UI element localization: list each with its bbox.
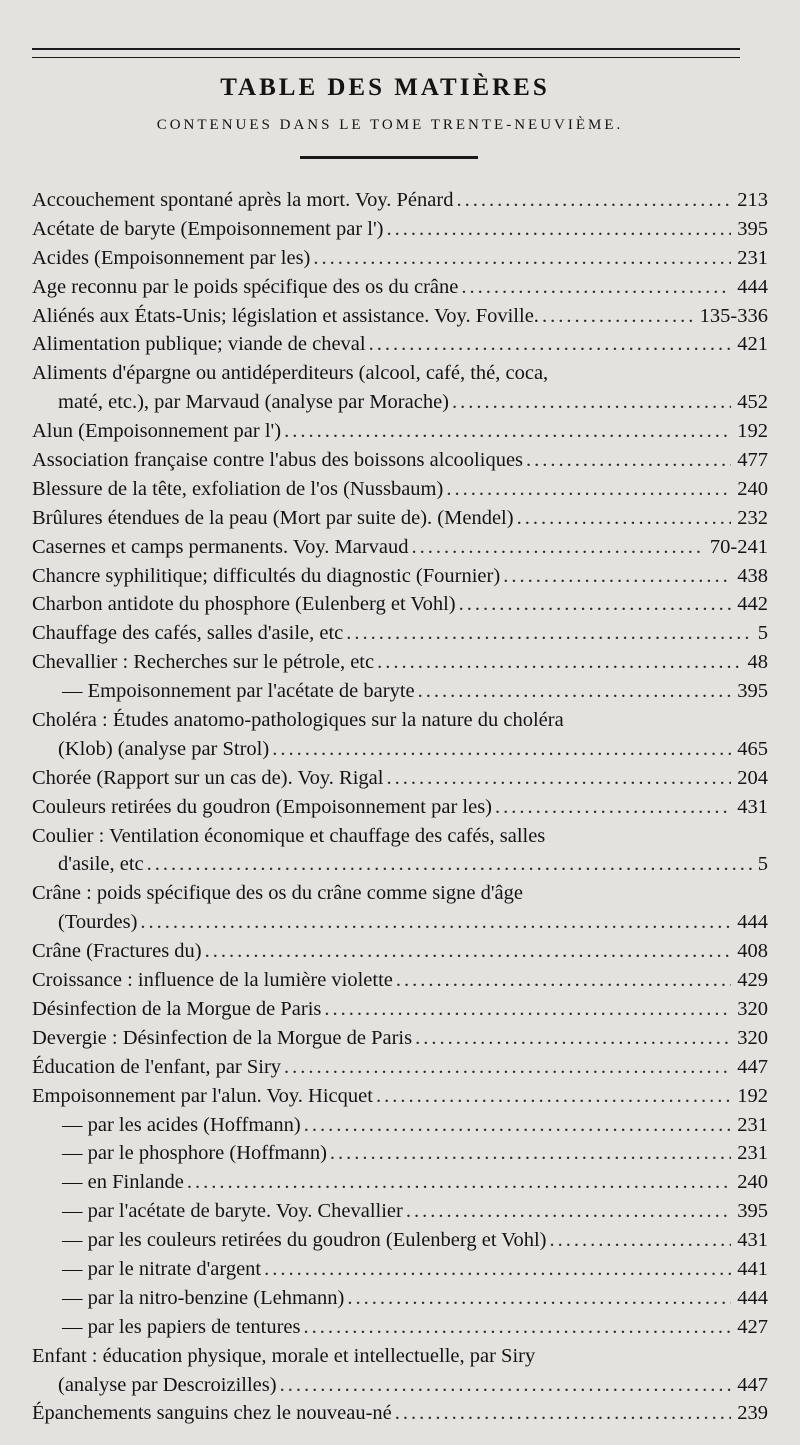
entry-text: Coulier : Ventilation économique et chauffage des cafés, salles	[32, 824, 546, 847]
dot-leader	[264, 1255, 731, 1284]
index-entry	[32, 1399, 768, 1428]
index-entry	[32, 764, 768, 793]
index-subentry	[32, 1111, 768, 1140]
index-entry	[32, 244, 768, 273]
entry-text: Age reconnu par le poids spécifique des os du crâne	[32, 275, 459, 298]
entry-text: Choléra : Études anatomo-pathologiques sur la nature du choléra	[32, 709, 564, 732]
dot-leader	[517, 504, 732, 533]
entry-page: 204	[737, 766, 768, 789]
dot-leader	[386, 215, 731, 244]
entry-page: 320	[737, 997, 768, 1020]
dot-leader	[140, 908, 731, 937]
entry-text: d'asile, etc	[58, 853, 144, 876]
entry-page: 431	[737, 795, 768, 818]
dot-leader	[386, 764, 731, 793]
dot-leader	[396, 966, 731, 995]
dot-leader	[346, 619, 751, 648]
entry-page: 395	[737, 217, 768, 240]
index-entry	[32, 215, 768, 244]
entry-text: Enfant : éducation physique, morale et intellectuelle, par Siry	[32, 1344, 536, 1367]
index-entry	[32, 1053, 768, 1082]
entry-page: 442	[737, 593, 768, 616]
entry-page: 447	[737, 1055, 768, 1078]
dot-leader	[377, 648, 741, 677]
dot-leader	[542, 302, 694, 331]
index-entry	[32, 359, 768, 388]
entry-text: Couleurs retirées du goudron (Empoisonnement par les)	[32, 795, 492, 818]
entry-text: Chorée (Rapport sur un cas de). Voy. Rigal	[32, 766, 384, 789]
entry-page: 240	[737, 1171, 768, 1194]
dot-leader	[284, 417, 731, 446]
dot-leader	[452, 388, 731, 417]
index-entry	[32, 417, 768, 446]
entry-text: — Empoisonnement par l'acétate de baryte	[62, 680, 415, 703]
entry-page: 70-241	[709, 535, 768, 558]
index-entry	[32, 1342, 768, 1371]
dot-leader	[280, 1371, 732, 1400]
dot-leader	[330, 1139, 731, 1168]
entry-page: 427	[737, 1315, 768, 1338]
entry-text: Brûlures étendues de la peau (Mort par suite de). (Mendel)	[32, 506, 514, 529]
entry-text: Acides (Empoisonnement par les)	[32, 246, 311, 269]
dot-leader	[347, 1284, 731, 1313]
dot-leader	[324, 995, 731, 1024]
entry-page: 231	[737, 1113, 768, 1136]
entry-text: (analyse par Descroizilles)	[58, 1373, 277, 1396]
entry-page: 5	[757, 622, 768, 645]
index-entry	[32, 937, 768, 966]
index-entry	[32, 504, 768, 533]
entry-page: 447	[737, 1373, 768, 1396]
dot-leader	[503, 562, 731, 591]
index-subentry	[32, 1226, 768, 1255]
entry-text: Crâne (Fractures du)	[32, 940, 202, 963]
entry-text: Chancre syphilitique; difficultés du diagnostic (Fournier)	[32, 564, 501, 587]
index-entry	[32, 446, 768, 475]
entry-text: Épanchements sanguins chez le nouveau-né	[32, 1402, 392, 1425]
entry-text: — par la nitro-benzine (Lehmann)	[62, 1286, 345, 1309]
dot-leader	[369, 330, 732, 359]
index-entry	[32, 879, 768, 908]
dot-leader	[459, 590, 732, 619]
entry-page: 441	[737, 1257, 768, 1280]
index-entry	[32, 273, 768, 302]
entry-text: Accouchement spontané après la mort. Voy. Pénard	[32, 189, 454, 211]
entry-text: — par le phosphore (Hoffmann)	[62, 1142, 327, 1165]
entry-text: Désinfection de la Morgue de Paris	[32, 997, 322, 1020]
index-entry	[32, 1082, 768, 1111]
entry-text: Alimentation publique; viande de cheval	[32, 333, 366, 356]
entry-text: Crâne : poids spécifique des os du crâne comme signe d'âge	[32, 882, 523, 905]
index-entry-continuation	[32, 1371, 768, 1400]
index-entry	[32, 995, 768, 1024]
dot-leader	[456, 186, 731, 215]
entry-page: 239	[737, 1402, 768, 1425]
entry-page: 232	[737, 506, 768, 529]
dot-leader	[446, 475, 731, 504]
entry-text: Chevallier : Recherches sur le pétrole, etc	[32, 651, 375, 674]
entry-text: — par les papiers de tentures	[62, 1315, 301, 1338]
index-entry-continuation	[32, 388, 768, 417]
dot-leader	[147, 850, 752, 879]
entry-page: 408	[737, 940, 768, 963]
entry-text: — en Finlande	[62, 1171, 184, 1194]
top-rule-thin	[32, 57, 740, 58]
index-entry-continuation	[32, 908, 768, 937]
entry-text: Aliénés aux États-Unis; législation et assistance. Voy. Foville.	[32, 304, 539, 327]
entry-text: Éducation de l'enfant, par Siry	[32, 1055, 282, 1078]
entry-text: — par les couleurs retirées du goudron (Eulenberg et Vohl)	[62, 1229, 547, 1252]
entry-page: 444	[737, 911, 768, 934]
index-entry	[32, 822, 768, 851]
entry-text: — par l'acétate de baryte. Voy. Chevallier	[62, 1200, 403, 1223]
dot-leader	[549, 1226, 731, 1255]
index-entry	[32, 706, 768, 735]
title-divider	[300, 156, 478, 159]
entry-page: 240	[737, 477, 768, 500]
index-subentry	[32, 1197, 768, 1226]
dot-leader	[313, 244, 731, 273]
entry-text: — par le nitrate d'argent	[62, 1257, 262, 1280]
entry-text: Acétate de baryte (Empoisonnement par l')	[32, 217, 384, 240]
dot-leader	[187, 1168, 731, 1197]
index-entries	[32, 186, 768, 1428]
entry-text: Aliments d'épargne ou antidéperditeurs (alcool, café, thé, coca,	[32, 362, 549, 385]
dot-leader	[304, 1111, 732, 1140]
index-entry	[32, 590, 768, 619]
index-subentry	[32, 1168, 768, 1197]
index-entry	[32, 619, 768, 648]
index-subentry	[32, 1313, 768, 1342]
entry-page: 465	[737, 737, 768, 760]
top-rule	[32, 48, 740, 50]
entry-page: 231	[737, 246, 768, 269]
entry-text: Alun (Empoisonnement par l')	[32, 420, 282, 443]
entry-page: 192	[737, 420, 768, 443]
entry-text: Blessure de la tête, exfoliation de l'os (Nussbaum)	[32, 477, 444, 500]
entry-page: 421	[737, 333, 768, 356]
entry-page: 395	[737, 1200, 768, 1223]
entry-text: (Tourdes)	[58, 911, 138, 934]
index-subentry	[32, 1139, 768, 1168]
entry-page: 452	[737, 391, 768, 414]
entry-page: 444	[737, 275, 768, 298]
index-entry	[32, 302, 768, 331]
index-entry	[32, 186, 768, 215]
index-subentry	[32, 1284, 768, 1313]
entry-text: Casernes et camps permanents. Voy. Marvaud	[32, 535, 409, 558]
index-entry	[32, 966, 768, 995]
entry-text: Empoisonnement par l'alun. Voy. Hicquet	[32, 1084, 373, 1107]
entry-page: 431	[737, 1229, 768, 1252]
dot-leader	[461, 273, 731, 302]
index-entry-continuation	[32, 850, 768, 879]
entry-text: Chauffage des cafés, salles d'asile, etc	[32, 622, 344, 645]
page-subtitle: CONTENUES DANS LE TOME TRENTE-NEUVIÈME.	[156, 117, 624, 133]
index-entry	[32, 648, 768, 677]
index-entry	[32, 562, 768, 591]
entry-page: 5	[757, 853, 768, 876]
entry-page: 395	[737, 680, 768, 703]
dot-leader	[412, 533, 704, 562]
dot-leader	[415, 1024, 731, 1053]
entry-page: 477	[737, 449, 768, 472]
entry-page: 213	[737, 189, 768, 211]
index-subentry	[32, 677, 768, 706]
entry-text: Association française contre l'abus des boissons alcooliques	[32, 449, 524, 472]
entry-page: 135-336	[699, 304, 768, 327]
dot-leader	[406, 1197, 731, 1226]
index-subentry	[32, 1255, 768, 1284]
entry-text: (Klob) (analyse par Strol)	[58, 737, 270, 760]
entry-text: Charbon antidote du phosphore (Eulenberg et Vohl)	[32, 593, 456, 616]
index-entry-continuation	[32, 735, 768, 764]
entry-text: maté, etc.), par Marvaud (analyse par Morache)	[58, 391, 450, 414]
dot-leader	[284, 1053, 731, 1082]
entry-page: 231	[737, 1142, 768, 1165]
index-entry	[32, 330, 768, 359]
dot-leader	[272, 735, 731, 764]
index-entry	[32, 475, 768, 504]
index-entry	[32, 533, 768, 562]
dot-leader	[304, 1313, 732, 1342]
entry-page: 438	[737, 564, 768, 587]
dot-leader	[526, 446, 731, 475]
page-title: TABLE DES MATIÈRES	[220, 74, 550, 101]
index-entry	[32, 1024, 768, 1053]
dot-leader	[376, 1082, 731, 1111]
dot-leader	[205, 937, 732, 966]
entry-text: Devergie : Désinfection de la Morgue de Paris	[32, 1026, 413, 1049]
entry-page: 192	[737, 1084, 768, 1107]
dot-leader	[395, 1399, 731, 1428]
entry-text: Croissance : influence de la lumière violette	[32, 969, 393, 992]
entry-page: 444	[737, 1286, 768, 1309]
dot-leader	[495, 793, 731, 822]
entry-page: 429	[737, 969, 768, 992]
entry-page: 48	[747, 651, 768, 674]
entry-page: 320	[737, 1026, 768, 1049]
entry-text: — par les acides (Hoffmann)	[62, 1113, 301, 1136]
dot-leader	[418, 677, 732, 706]
index-entry	[32, 793, 768, 822]
